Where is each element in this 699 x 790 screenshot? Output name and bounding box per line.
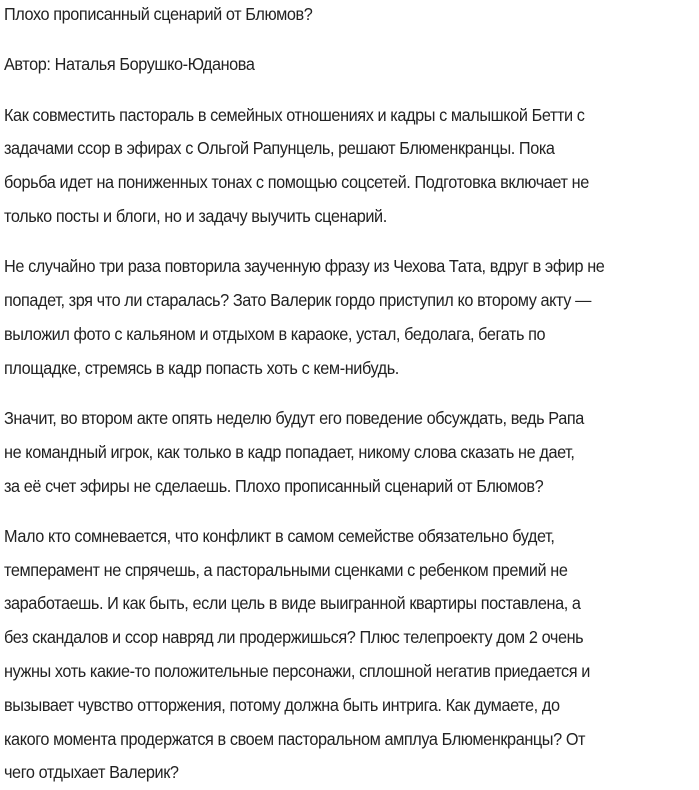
paragraph-line: чего отдыхает Валерик? — [4, 762, 179, 783]
paragraph-2 — [4, 250, 699, 385]
article-title: Плохо прописанный сценарий от Блюмов? — [4, 4, 313, 24]
paragraph-line: Не случайно три раза повторила заученную фразу из Чехова Тата, вдруг в эфир не — [4, 256, 605, 277]
article-author: Автор: Наталья Борушко-Юданова — [4, 54, 255, 75]
paragraph-line: заработаешь. И как быть, если цель в виде выигранной квартиры поставлена, а — [4, 593, 581, 614]
paragraph-line: выложил фото с кальяном и отдыхом в караоке, устал, бедолага, бегать по — [4, 323, 546, 344]
paragraph-4 — [4, 520, 699, 790]
paragraph-line: борьба идет на пониженных тонах с помощью соцсетей. Подготовка включает не — [4, 172, 589, 193]
paragraph-line: задачами ссор в эфирах с Ольгой Рапунцель, решают Блюменкранцы. Пока — [4, 138, 555, 159]
paragraph-1 — [4, 99, 699, 234]
paragraph-line: Как совместить пастораль в семейных отношениях и кадры с малышкой Бетти с — [4, 104, 585, 125]
article-title-block — [4, 0, 699, 32]
paragraph-line: не командный игрок, как только в кадр попадает, никому слова сказать не дает, — [4, 441, 575, 462]
paragraph-line: темперамент не спрячешь, а пасторальными сценками с ребенком премий не — [4, 559, 568, 580]
paragraph-line: только посты и блоги, но и задачу выучить сценарий. — [4, 205, 387, 226]
paragraph-line: нужны хоть какие-то положительные персонажи, сплошной негатив приедается и — [4, 661, 590, 682]
paragraph-line: попадет, зря что ли старалась? Зато Валерик гордо приступил ко второму акту — — [4, 290, 591, 311]
article-author-block — [4, 48, 699, 82]
paragraph-line: без скандалов и ссор навряд ли продержишься? Плюс телепроекту дом 2 очень — [4, 627, 584, 648]
paragraph-line: вызывает чувство отторжения, потому должна быть интрига. Как думаете, до — [4, 694, 560, 715]
paragraph-line: какого момента продержатся в своем пасторальном амплуа Блюменкранцы? От — [4, 728, 586, 749]
paragraph-line: Значит, во втором акте опять неделю будут его поведение обсуждать, ведь Рапа — [4, 407, 584, 428]
paragraph-line: Мало кто сомневается, что конфликт в самом семействе обязательно будет, — [4, 525, 555, 546]
paragraph-3 — [4, 402, 699, 503]
paragraph-line: площадке, стремясь в кадр попасть хоть с кем-нибудь. — [4, 357, 399, 378]
paragraph-line: за её счет эфиры не сделаешь. Плохо прописанный сценарий от Блюмов? — [4, 475, 544, 496]
